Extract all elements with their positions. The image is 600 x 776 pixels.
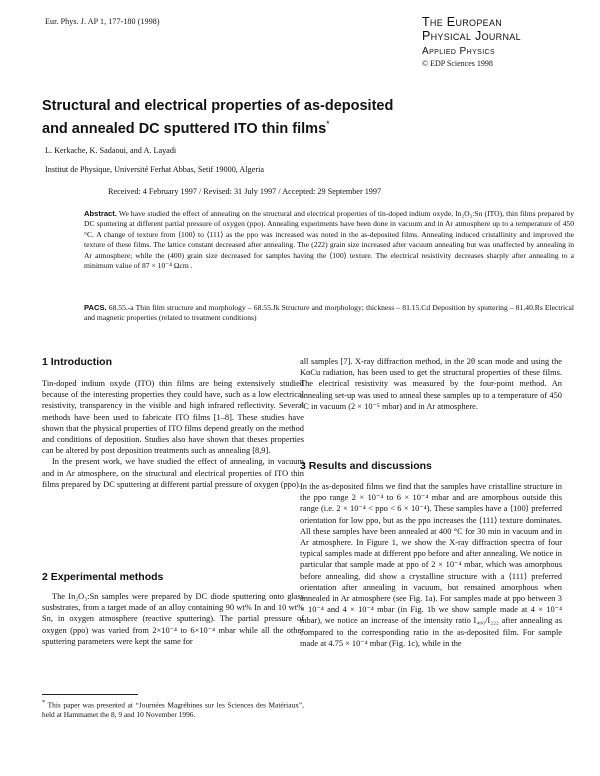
pacs-label: PACS.: [84, 303, 107, 312]
section-heading-introduction: 1 Introduction: [42, 356, 112, 368]
footnote-marker: *: [42, 700, 46, 706]
results-body: [300, 481, 562, 649]
affiliation: Institut de Physique, Université Ferhat Abbas, Setif 19000, Algeria: [45, 165, 264, 174]
experimental-paragraph-1: The In₂O₃:Sn samples were prepared by DC diode sputtering onto glass susbstrates, from a target made of an alloy containing 90 wt% In and 10 wt% Sn, in oxygen atmosphere (reactive sputtering). The partial pressure of oxygen (ppo) was varied from 2×10⁻⁴ to 6×10⁻⁴ mbar while all the other sputtering parameters were kept the same for: [42, 592, 304, 646]
journal-name-line2: Physical Journal: [422, 29, 521, 43]
experimental-paragraph-continued: all samples [7]. X-ray diffraction method, in the 2θ scan mode and using the KαCu radiation, has been used to get the structural properties of these films. The electrical resistivity was measured by the four-point method. An annealing set-up was used to anneal these samples up to a temperature of 450 °C in vacuum (2 × 10⁻⁵ mbar) and in Ar atmosphere.: [300, 357, 562, 411]
footnote: [42, 699, 304, 720]
title-line-1: Structural and electrical properties of as-deposited: [42, 98, 394, 114]
abstract: [84, 209, 574, 271]
author-list: L. Kerkache, K. Sadaoui, and A. Layadi: [45, 146, 177, 155]
abstract-text: We have studied the effect of annealing on the structural and electrical properties of tin-doped indium oxyde, In₂O₃:Sn (ITO), thin films prepared by DC sputtering at different partial pressure of oxygen (ppo). Annealing experiments have been done in vacuum and in Ar atmosphere up to a temperature of 450 °C. A change of texture from ⟨100⟩ to ⟨111⟩ as the ppo was increased was noted in the as-deposited films. Annealing induced cristallinity and improved the texture of these films. The lattice constant decreased after annealing. The (222) grain size increased after vacuum annealing but was unaffected by annealing in Ar atmosphere; while the (400) grain size decreased for samples having the ⟨100⟩ texture. The electrical resistivity decreases sharply after annealing to a minimum value of 87 × 10⁻⁴ Ωcm .: [84, 209, 574, 271]
results-paragraph-1: In the as-deposited films we find that the samples have cristalline structure in the ppo range 2 × 10⁻⁴ to 6 × 10⁻⁴ mbar and are amorphous outside this range (i.e. 2 × 10⁻⁴ < ppo < 6 × 10⁻⁴). These samples have a ⟨100⟩ preferred orientation for low ppo, but as the ppo increases the ⟨111⟩ texture dominates. All these samples have been annealed at 400 °C for 30 min in vacuum and in Ar atmosphere. In Figure 1, we show the X-ray diffraction spectra of four typical samples made at different ppo before and after annealing. We notice in particular that sample made at ppo of 2 × 10⁻⁴ mbar, which was amorphous before annealing, did show a crystalline structure with a ⟨111⟩ preferred orientation after annealing in vacuum, but remained amorphous when annealed in Ar atmosphere (see Fig. 1a). For samples made at ppo between 3 × 10⁻⁴ and 4 × 10⁻⁴ mbar (in Fig. 1b we show sample made at 4 × 10⁻⁴ mbar), we notice an increase of the intensity ratio I₄₀₀/I₂₂₂ after annealing as compared to the corresponding ratio in the as-deposited film. For sample made at 4.75 × 10⁻⁴ mbar (Fig. 1c), while in the: [300, 482, 562, 648]
pacs-codes: [84, 303, 574, 324]
experimental-body: [42, 591, 304, 647]
abstract-label: Abstract.: [84, 209, 117, 218]
title-footnote-marker: *: [326, 119, 330, 129]
title-line-2: and annealed DC sputtered ITO thin films*: [42, 119, 330, 137]
footnote-rule: [42, 694, 138, 695]
pacs-text: 68.55.-a Thin film structure and morphology – 68.55.Jk Structure and morphology; thickness – 81.15.Cd Deposition by sputtering – 81.40.Rs Electrical and magnetic properties (related to treatment conditions): [84, 303, 574, 323]
paper-title: [42, 97, 482, 138]
section-heading-results: 3 Results and discussions: [300, 460, 432, 472]
experimental-continuation: [300, 356, 562, 412]
journal-masthead: [422, 15, 572, 68]
introduction-body: [42, 378, 304, 490]
copyright-notice: © EDP Sciences 1998: [422, 59, 493, 68]
received-dates: Received: 4 February 1997 / Revised: 31 July 1997 / Accepted: 29 September 1997: [108, 187, 382, 196]
footnote-text: This paper was presented at “Journées Magrébines sur les Sciences des Matériaux”, held at Hammamet the 8, 9 and 10 November 1996.: [42, 700, 305, 720]
journal-subtitle: Applied Physics: [422, 46, 496, 57]
section-heading-experimental: 2 Experimental methods: [42, 571, 164, 583]
introduction-paragraph-1: Tin-doped indium oxyde (ITO) thin films are being extensively studied because of the interesting properties they could have, such as a low electrical resistivity, transparency in the visible and high infrared reflectivity. Several methods have been used to fabricate ITO films [1–8]. These studies have shown that the physical properties of ITO films depend greatly on the method and conditions of deposition. Studies also have shown that theses properties can be altered by post deposition treatments such as annealing [8,9].: [42, 379, 304, 456]
journal-citation: Eur. Phys. J. AP 1, 177-180 (1998): [45, 17, 160, 26]
journal-name-line1: The European: [422, 15, 503, 29]
introduction-paragraph-2: In the present work, we have studied the effect of annealing, in vacuum and in Ar atmosphere, on the structural and electrical properties of ITO thin films prepared by DC sputtering at different partial pressure of oxygen (ppo).: [42, 457, 304, 489]
